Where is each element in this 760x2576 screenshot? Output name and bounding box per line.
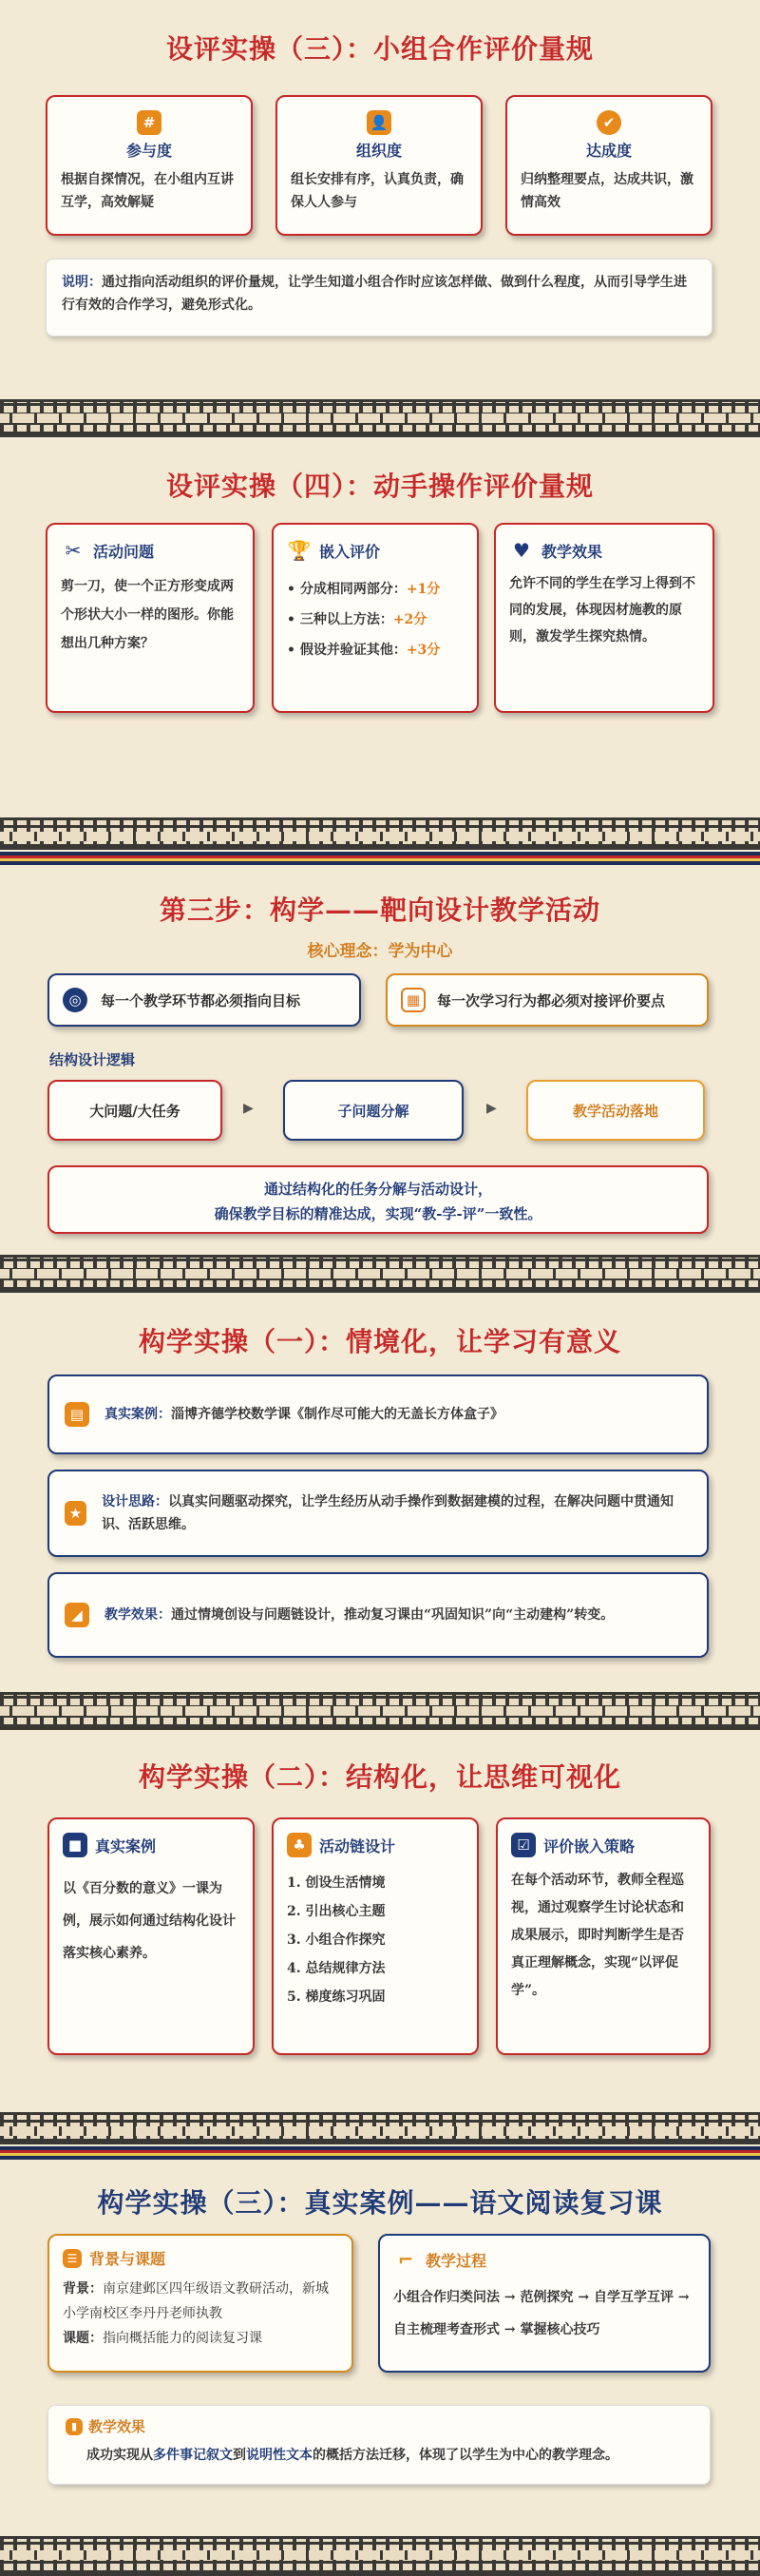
bar-chart-icon: ▮ <box>66 2418 83 2435</box>
fret-border <box>0 817 760 850</box>
document-icon: ▤ <box>65 1402 89 1427</box>
core-idea: 核心理念：学为中心 <box>307 942 453 961</box>
section3-title: 第三步：构学——靶向设计教学活动 <box>159 894 600 926</box>
fret-border <box>0 2112 760 2144</box>
card-body: 归纳整理要点，达成共识，激情高效 <box>521 172 694 210</box>
card-evaluation-strategy: ☑ 评价嵌入策略 在每个活动环节，教师全程巡视，通过观察学生讨论状态和成果展示，即时判断学生是否真正理解概念，实现“以评促学”。 <box>496 1817 711 2055</box>
section5-title: 构学实操（二）：结构化，让思维可视化 <box>138 1761 621 1793</box>
row-design-idea: ★ 设计思路：以真实问题驱动探究，让学生经历从动手操作到数据建模的过程，在解决问题中贯通知识、活跃思维。 <box>48 1470 709 1557</box>
logic-label: 结构设计逻辑 <box>49 1051 136 1068</box>
card-process: ⌐ 教学过程 小组合作归类问法 → 范例探究 → 自学互学互评 → 自主梳理考查形式 → 掌握核心技巧 <box>378 2234 711 2373</box>
arrow-right-icon: ▶ <box>486 1101 497 1116</box>
step-icon: ⌐ <box>397 2248 414 2271</box>
list-item: 2. 引出核心主题 <box>287 1904 386 1919</box>
heart-icon: ♥ <box>513 539 530 562</box>
card-teaching-effect: ♥ 教学效果 允许不同的学生在学习上得到不同的发展，体现因材施教的原则，激发学生探究热情。 <box>494 523 714 713</box>
fret-border <box>0 1255 760 1293</box>
card-head: 达成度 <box>585 142 632 160</box>
score-item: • 三种以上方法：+2分 <box>287 612 428 627</box>
book-icon: ■ <box>63 1833 87 1857</box>
structure-summary: 通过结构化的任务分解与活动设计， 确保教学目标的精准达成，实现“教-学-评”一致性。 <box>48 1165 709 1234</box>
target-icon: ◎ <box>63 988 87 1012</box>
section1-title: 设评实操（三）：小组合作评价量规 <box>165 33 594 65</box>
card-activity-chain: ♣ 活动链设计 1. 创设生活情境 2. 引出核心主题 3. 小组合作探究 4. 总结规律方法 5. 梯度练习巩固 <box>272 1817 479 2055</box>
chart-icon: ◢ <box>65 1603 89 1627</box>
principle-target: ◎ 每一个教学环节都必须指向目标 <box>48 973 361 1027</box>
fret-border <box>0 2536 760 2576</box>
color-stripe <box>0 2146 760 2160</box>
flow-step-2: 子问题分解 <box>283 1080 464 1141</box>
list-item: 3. 小组合作探究 <box>287 1932 386 1948</box>
fret-border <box>0 399 760 437</box>
list-item: 1. 创设生活情境 <box>287 1875 386 1891</box>
flow-step-1: 大问题/大任务 <box>48 1080 222 1141</box>
color-stripe <box>0 852 760 865</box>
list-icon: ☰ <box>63 2249 82 2268</box>
arrow-right-icon: ▶ <box>243 1101 254 1116</box>
list-item: 5. 梯度练习巩固 <box>287 1990 386 2005</box>
card-real-case: ■ 真实案例 以《百分数的意义》一课为例，展示如何通过结构化设计落实核心素养。 <box>48 1817 255 2055</box>
hash-icon: # <box>137 110 162 135</box>
score-item: • 假设并验证其他：+3分 <box>287 643 441 658</box>
fret-border <box>0 1692 760 1730</box>
list-item: 4. 总结规律方法 <box>287 1961 386 1976</box>
card-background: ☰ 背景与课题 背景：南京建邺区四年级语文教研活动，新城小学南校区李丹丹老师执教 课题：指向概括能力的阅读复习课 <box>48 2234 353 2373</box>
section1-note: 说明：通过指向活动组织的评价量规，让学生知道小组合作时应该怎样做、做到什么程度，从而引导学生进行有效的合作学习，避免形式化。 <box>46 259 712 336</box>
card-achievement <box>505 95 712 236</box>
star-icon: ★ <box>65 1501 86 1526</box>
row-teaching-effect: ◢ 教学效果：通过情境创设与问题链设计，推动复习课由“巩固知识”向“主动建构”转变。 <box>48 1572 709 1658</box>
calendar-check-icon: ☑ <box>511 1833 536 1857</box>
user-icon: 👤 <box>367 110 391 135</box>
section2-title: 设评实操（四）：动手操作评价量规 <box>165 471 594 502</box>
flow-step-3: 教学活动落地 <box>526 1080 705 1141</box>
trophy-icon: 🏆 <box>287 539 312 562</box>
card-participation <box>46 95 253 236</box>
card-organization <box>276 95 483 236</box>
check-badge-icon: ✔ <box>597 110 621 135</box>
card-effect: ▮ 教学效果 成功实现从多件事记叙文到说明性文本的概括方法迁移，体现了以学生为中心的教学理念。 <box>48 2405 711 2485</box>
card-head: 参与度 <box>125 142 172 160</box>
section6-title: 构学实操（三）：真实案例——语文阅读复习课 <box>97 2187 663 2219</box>
row-real-case: ▤ 真实案例：淄博齐德学校数学课《制作尽可能大的无盖长方体盒子》 <box>48 1375 709 1454</box>
card-activity-problem: ✂ 活动问题 剪一刀，使一个正方形变成两个形状大小一样的图形。你能想出几种方案？ <box>46 523 255 713</box>
principle-evaluation: ▦ 每一次学习行为都必须对接评价要点 <box>386 973 709 1027</box>
sitemap-icon: ♣ <box>287 1833 312 1857</box>
card-body: 组长安排有序，认真负责，确保人人参与 <box>291 172 464 210</box>
score-item: • 分成相同两部分：+1分 <box>287 582 441 597</box>
calendar-icon: ▦ <box>401 988 426 1012</box>
scissors-icon: ✂ <box>65 539 82 562</box>
section4-title: 构学实操（一）：情境化，让学习有意义 <box>138 1326 621 1357</box>
card-embedded-evaluation: 🏆 嵌入评价 • 分成相同两部分：+1分 • 三种以上方法：+2分 • 假设并验证其他：+3分 <box>272 523 479 713</box>
card-body: 根据自探情况，在小组内互讲互学，高效解疑 <box>61 172 234 210</box>
card-head: 组织度 <box>355 142 402 160</box>
